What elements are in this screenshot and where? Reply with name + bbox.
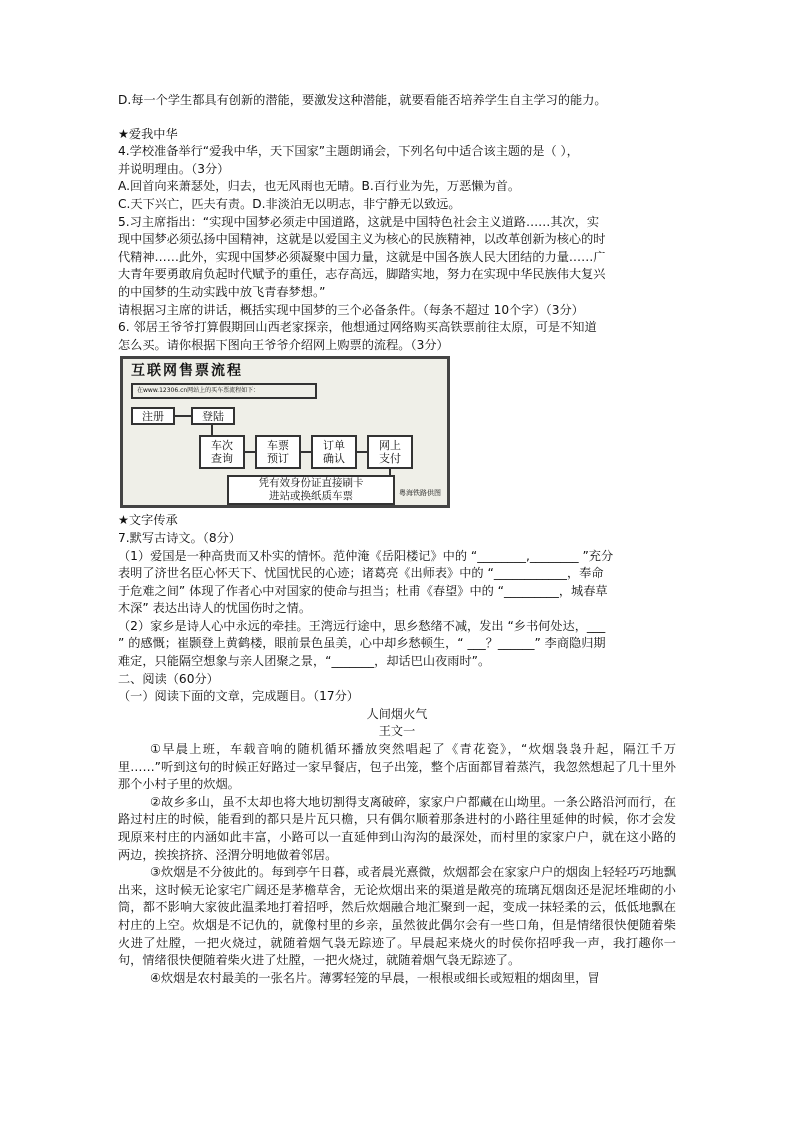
flow-step-enter-station: [227, 475, 395, 505]
flow-step-train-query: [199, 435, 245, 469]
flow-step-order-confirm-l2: 确认: [323, 452, 345, 466]
flow-step-register: [131, 407, 175, 425]
arrow-4: [301, 451, 311, 453]
article-paragraph-3: ③炊烟是不分彼此的。每到亭午日暮，或者晨光熹微，炊烟都会在家家户户的烟囱上轻轻巧巧地飘出来，这时候无论家宅广阔还是茅檐草舍，无论炊烟出来的渠道是敞亮的琉璃瓦烟囱还是泥坯堆砌的小筒，都不影响大家彼此温柔地打着招呼，然后炊烟融合地汇聚到一起，变成一抹轻柔的云，低低地飘在村庄的上空。炊烟是不记仇的，就像村里的乡亲，虽然彼此偶尔会有一些口角，但是情绪很快便随着柴火进了灶膛，一把火烧过，就随着烟气袅无踪迹了。早晨起来烧火的时侯你招呼我一声，我打趣你一句，情绪很快便随着柴火进了灶膛，一把火烧过，就随着烟气袅无踪迹了。: [118, 865, 676, 968]
article-title: 人间烟火气: [366, 706, 428, 721]
option-d-line: D.每一个学生都具有创新的潜能，要激发这种潜能，就要看能否培养学生自主学习的能力。: [118, 93, 607, 107]
flow-step-order-confirm-l1: 订单: [323, 439, 345, 453]
flow-step-register-label: 注册: [142, 409, 164, 423]
article-paragraph-1: ①早晨上班，车载音响的随机循环播放突然唱起了《青花瓷》，“炊烟袅袅升起，隔江千万里……”听到这句的时候正好路过一家早餐店，包子出笼，整个店面都冒着蒸汽，我忽然想起了几十里外那个小村子里的炊烟。: [118, 742, 676, 792]
flow-step-train-query-l2: 查询: [211, 452, 233, 466]
flow-step-login-label: 登陆: [202, 409, 224, 423]
flow-step-train-query-l1: 车次: [211, 439, 233, 453]
question-6-line-1: 6. 邻居王爷爷打算假期回山西老家探亲，他想通过网络购买高铁票前往太原，可是不知道: [118, 320, 597, 335]
question-6-line-2: 怎么买。请你根据下图向王爷爷介绍网上购票的流程。（3分）: [118, 337, 449, 352]
flow-step-ticket-booking: [255, 435, 301, 469]
part-2-subheading: （一）阅读下面的文章，完成题目。（17分）: [118, 689, 359, 704]
article-paragraph-4: ④炊烟是农村最美的一张名片。薄雾轻笼的早晨，一根根或细长或短粗的烟囱里，冒: [150, 970, 600, 985]
flow-step-enter-station-l1: 凭有效身份证直接刷卡: [258, 477, 364, 490]
question-4-options-ab: A.回首向来萧瑟处，归去，也无风雨也无晴。B.百行业为先，万恶懒为首。: [118, 179, 521, 194]
question-4-options-cd: C.天下兴亡，匹夫有责。D.非淡泊无以明志，非宁静无以致远。: [118, 196, 461, 211]
ticket-flowchart: [120, 356, 450, 508]
document-page: [118, 92, 676, 987]
flow-step-ticket-booking-l2: 预订: [267, 452, 289, 466]
question-5-line-5: 的中国梦的生动实践中放飞青春梦想。”: [118, 284, 326, 299]
flow-step-order-confirm: [311, 435, 357, 469]
question-4-line-1: 4.学校准备举行“爱我中华，天下国家”主题朗诵会，下列名句中适合该主题的是（ ），: [118, 144, 579, 159]
question-7-2-line-3: 难定，只能隔空想象与亲人团聚之景，“_______，却话巴山夜雨时”。: [118, 654, 491, 669]
flow-step-online-pay: [367, 435, 413, 469]
section-heading-love-china: ★爱我中华: [118, 126, 178, 141]
flow-step-online-pay-l1: 网上: [379, 439, 401, 453]
question-7-1-line-3: 于危难之间” 体现了作者心中对国家的使命与担当；杜甫《春望》中的 “_________，城春草: [118, 583, 608, 598]
flowchart-url-box: 在www.12306.cn网站上的买车票流程如下：: [131, 383, 317, 399]
article-paragraph-2: ②故乡多山，虽不太却也将大地切割得支离破碎，家家户户都藏在山坳里。一条公路沿河而行，在路过村庄的时候，能看到的都只是片瓦只檐，只有偶尔顺着那条进村的小路往里延伸的时候，你才会发现原来村庄的内涵如此丰富，小路可以一直延伸到山沟沟的最深处，而村里的家家户户，就在这小路的两边，挨挨挤挤、泾渭分明地做着邻居。: [118, 794, 676, 862]
question-7-1-line-4: 木深” 表达出诗人的忧国伤时之情。: [118, 601, 312, 616]
flow-step-online-pay-l2: 支付: [379, 452, 401, 466]
flow-step-login: [191, 407, 235, 425]
article-author: 王文一: [378, 724, 416, 739]
flow-step-enter-station-l2: 进站或换纸质车票: [269, 490, 353, 503]
flow-step-ticket-booking-l1: 车票: [267, 439, 289, 453]
question-7-2-line-2: ” 的感慨；崔颢登上黄鹤楼，眼前景色虽美，心中却乡愁顿生，“ ___？______” 李商隐归期: [118, 636, 606, 651]
question-7-2-line-1: （2）家乡是诗人心中永远的牵挂。王湾远行途中，思乡愁绪不减，发出 “乡书何处达，___: [118, 618, 606, 633]
arrow-5: [357, 451, 367, 453]
question-7-title: 7.默写古诗文。（8分）: [118, 530, 241, 545]
question-5-line-4: 大青年要勇敢肩负起时代赋予的重任，志存高远，脚踏实地，努力在实现中华民族伟大复兴: [118, 267, 606, 282]
section-heading-text-heritage: ★文字传承: [118, 513, 178, 528]
question-4-line-2: 并说明理由。（3分）: [118, 161, 230, 176]
question-5-line-3: 代精神……此外，实现中国梦必须凝聚中国力量，这就是中国各族人民大团结的力量……广: [118, 249, 606, 264]
flowchart-source: 粤海铁路供图: [399, 488, 441, 497]
arrow-1: [175, 415, 191, 417]
flowchart-title: 互联网售票流程: [131, 363, 243, 380]
question-7-1-line-1: （1）爱国是一种高贵而又朴实的情怀。范仲淹《岳阳楼记》中的 “________,________ ”充分: [118, 548, 614, 563]
question-5-line-2: 现中国梦必须弘扬中国精神，这就是以爱国主义为核心的民族精神，以改革创新为核心的时: [118, 232, 606, 247]
question-5-line-1: 5.习主席指出：“实现中国梦必须走中国道路，这就是中国特色社会主义道路……其次，实: [118, 214, 600, 229]
question-5-prompt: 请根据习主席的讲话，概括实现中国梦的三个必备条件。（每条不超过 10个字）（3分）: [118, 302, 584, 317]
part-2-heading: 二、阅读（60分）: [118, 671, 219, 686]
arrow-3: [245, 451, 255, 453]
question-7-1-line-2: 表明了济世名臣心怀天下、忧国忧民的心迹；诸葛亮《出师表》中的 “____________，奉命: [118, 566, 604, 581]
